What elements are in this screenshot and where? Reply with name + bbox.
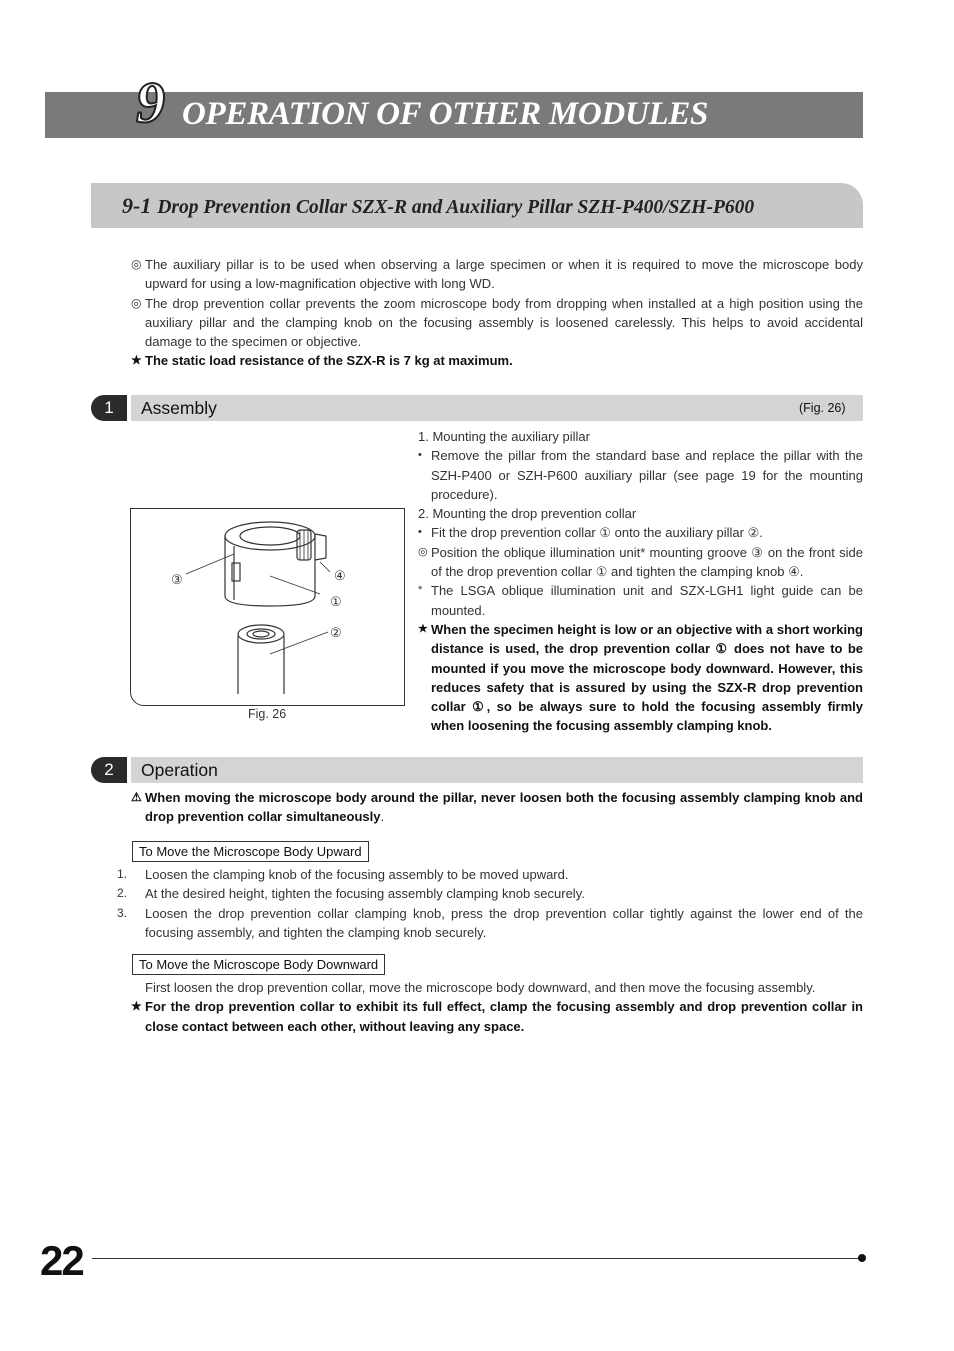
step-text: 2. Mounting the drop prevention collar — [418, 506, 637, 522]
operation-header-bar — [131, 757, 863, 783]
downward-note — [131, 997, 863, 1036]
operation-warning — [131, 788, 863, 827]
warning-text: When moving the microscope body around the pillar, never loosen both the focusing assembly clamping knob and drop prevention collar simultaneously — [145, 790, 863, 825]
collar-pillar-illustration — [130, 508, 404, 705]
step-marker: ★ — [418, 622, 428, 635]
step-text: Loosen the clamping knob of the focusing assembly to be moved upward. — [145, 867, 569, 882]
operation-badge: 2 — [91, 757, 127, 783]
step-item — [418, 581, 863, 620]
warning-item — [131, 788, 863, 827]
section-title — [122, 192, 754, 222]
step-text: Remove the pillar from the standard base and replace the pillar with the SZH-P400 or SZH-P600 auxiliary pillar (see page 19 for the mounting procedure). — [431, 448, 863, 502]
step-text: Position the oblique illumination unit* mounting groove ③ on the front side of the drop prevention collar ① and tighten the clamping knob ④. — [431, 544, 863, 580]
upward-steps — [117, 865, 863, 942]
note-marker: ◎ — [131, 257, 142, 271]
section-title-text: Drop Prevention Collar SZX-R and Auxiliary Pillar SZH-P400/SZH-P600 — [157, 197, 755, 218]
warning-icon: ⚠ — [131, 790, 142, 804]
upward-step — [117, 904, 863, 943]
step-item — [418, 543, 863, 582]
page-number: 22 — [40, 1237, 83, 1284]
intro-note — [131, 294, 863, 352]
section-number: 9-1 — [122, 193, 152, 218]
assembly-steps — [418, 427, 863, 736]
step-text: The LSGA oblique illumination unit and SZX-LGH1 light guide can be mounted. — [431, 583, 863, 618]
operation-title: Operation — [141, 760, 218, 780]
downward-text-content: First loosen the drop prevention collar, move the microscope body downward, and then move the focusing assembly. — [145, 980, 816, 995]
assembly-header-bar — [131, 395, 863, 421]
note-text: The static load resistance of the SZX-R is 7 kg at maximum. — [145, 353, 513, 369]
assembly-title: Assembly — [141, 398, 217, 418]
callout-4: ④ — [334, 568, 346, 583]
step-item — [418, 523, 863, 542]
step-item — [418, 620, 863, 736]
step-text: 1. Mounting the auxiliary pillar — [418, 429, 590, 444]
footer-rule — [92, 1258, 862, 1259]
intro-notes — [131, 255, 863, 371]
upward-step — [117, 884, 863, 903]
footer-dot — [858, 1254, 866, 1262]
callout-3: ③ — [171, 572, 183, 587]
upward-label: To Move the Microscope Body Upward — [132, 841, 369, 862]
step-text: At the desired height, tighten the focusing assembly clamping knob securely. — [145, 886, 585, 902]
chapter-title: OPERATION OF OTHER MODULES — [182, 96, 709, 132]
assembly-fig-ref: (Fig. 26) — [799, 401, 846, 415]
step-text: Loosen the drop prevention collar clamping knob, press the drop prevention collar tightly against the lower end of the focusing assembly, and tighten the clamping knob securely. — [145, 905, 863, 940]
note-text: The auxiliary pillar is to be used when observing a large specimen or when it is required to move the microscope body upward for using a low-magnification objective with long WD. — [145, 257, 863, 292]
step-item — [418, 446, 863, 504]
step-text: Fit the drop prevention collar ① onto the auxiliary pillar ②. — [431, 525, 763, 541]
step-marker: 3. — [117, 905, 128, 920]
downward-text — [131, 978, 863, 997]
assembly-badge: 1 — [91, 395, 127, 421]
note-text: For the drop prevention collar to exhibit its full effect, clamp the focusing assembly and drop prevention collar in close contact between each other, without leaving any space. — [145, 999, 863, 1034]
step-marker: • — [418, 526, 422, 539]
figure-caption: Fig. 26 — [248, 707, 287, 721]
chapter-number: 9 — [136, 70, 165, 135]
step-marker: 1. — [117, 867, 128, 881]
intro-note — [131, 351, 863, 370]
intro-note — [131, 255, 863, 294]
note-text: The drop prevention collar prevents the zoom microscope body from dropping when installed at a high position using the auxiliary pillar and the clamping knob on the focusing assembly is loosened carelessly. This helps to avoid accidental damage to the specimen or objective. — [145, 295, 863, 350]
note-marker: ◎ — [131, 295, 142, 310]
step-marker: * — [418, 584, 423, 597]
step-marker: ◎ — [418, 545, 428, 558]
step-heading — [418, 427, 863, 446]
callout-2: ② — [330, 625, 342, 640]
step-text: When the specimen height is low or an objective with a short working distance is used, the drop prevention collar ① does not have to be mounted if you move the microscope body downward. However, this reduces safety that is assured by using the SZX-R drop prevention collar ①, so be always sure to hold the focusing assembly firmly when loosening the focusing assembly clamping knob. — [431, 621, 863, 734]
note-marker: ★ — [131, 999, 142, 1014]
downward-label: To Move the Microscope Body Downward — [132, 954, 385, 975]
step-marker: 2. — [117, 886, 128, 901]
callout-1: ① — [330, 594, 342, 609]
note-marker: ★ — [131, 353, 142, 368]
upward-step — [117, 865, 863, 884]
step-heading — [418, 504, 863, 523]
warning-tail: . — [380, 809, 385, 825]
downward-text-block — [131, 978, 863, 1036]
step-marker: • — [418, 449, 422, 462]
